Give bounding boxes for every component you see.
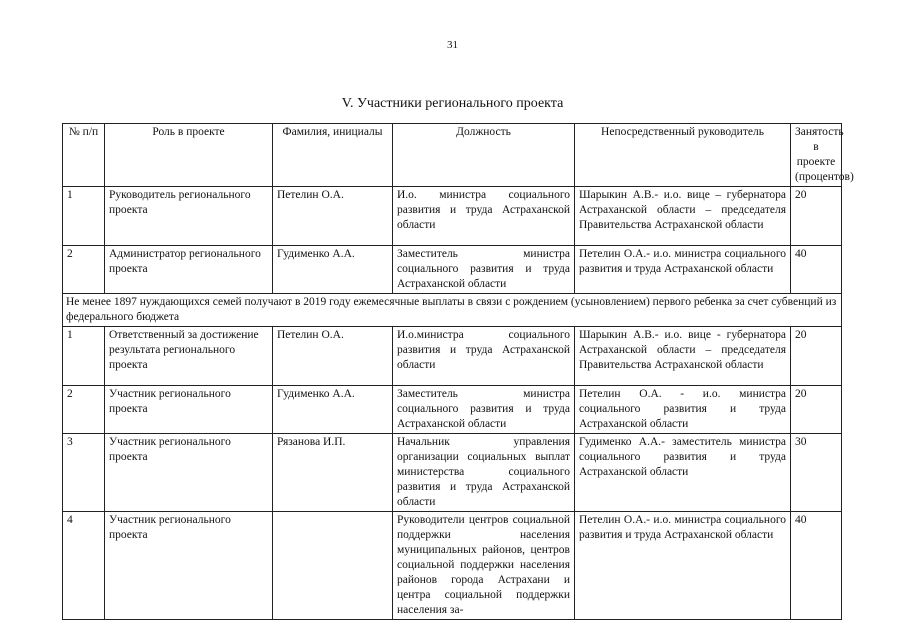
cell-load: 30 xyxy=(791,434,842,512)
cell-position: Начальник управления организации социальных выплат министерства социального развития и труда Астраханской области xyxy=(393,434,575,512)
table-header-row xyxy=(63,124,842,187)
cell-load: 20 xyxy=(791,187,842,246)
cell-position: И.о.министра социального развития и труда Астраханской области xyxy=(393,327,575,386)
cell-number: 2 xyxy=(63,386,105,434)
header-position: Должность xyxy=(393,124,575,187)
page-number: 31 xyxy=(447,39,458,51)
cell-name: Гудименко А.А. xyxy=(273,386,393,434)
table-row xyxy=(63,512,842,620)
cell-role: Руководитель регионального проекта xyxy=(105,187,273,246)
result-text: Не менее 1897 нуждающихся семей получают в 2019 году ежемесячные выплаты в связи с рождением (усыновлением) первого ребенка за счет субвенций из федерального бюджета xyxy=(63,294,842,327)
cell-role: Ответственный за достижение результата регионального проекта xyxy=(105,327,273,386)
cell-name xyxy=(273,512,393,620)
cell-manager: Петелин О.А.- и.о. министра социального развития и труда Астраханской области xyxy=(575,512,791,620)
table-row xyxy=(63,386,842,434)
cell-manager: Гудименко А.А.- заместитель министра социального развития и труда Астраханской области xyxy=(575,434,791,512)
header-role: Роль в проекте xyxy=(105,124,273,187)
header-load: Занятость в проекте (процентов) xyxy=(791,124,842,187)
cell-load: 20 xyxy=(791,327,842,386)
result-row xyxy=(63,294,842,327)
cell-position: И.о. министра социального развития и труда Астраханской области xyxy=(393,187,575,246)
section-title: V. Участники регионального проекта xyxy=(341,96,564,111)
table-row xyxy=(63,246,842,294)
cell-role: Участник регионального проекта xyxy=(105,512,273,620)
cell-load: 40 xyxy=(791,246,842,294)
table-row xyxy=(63,434,842,512)
header-name: Фамилия, инициалы xyxy=(273,124,393,187)
cell-number: 1 xyxy=(63,187,105,246)
header-number: № п/п xyxy=(63,124,105,187)
cell-manager: Петелин О.А.- и.о. министра социального развития и труда Астраханской области xyxy=(575,246,791,294)
cell-load: 40 xyxy=(791,512,842,620)
cell-role: Участник регионального проекта xyxy=(105,434,273,512)
cell-role: Администратор регионального проекта xyxy=(105,246,273,294)
cell-manager: Петелин О.А. - и.о. министра социального развития и труда Астраханской области xyxy=(575,386,791,434)
table-row xyxy=(63,327,842,386)
participants-table xyxy=(62,123,854,620)
cell-number: 3 xyxy=(63,434,105,512)
table-row xyxy=(63,187,842,246)
cell-name: Рязанова И.П. xyxy=(273,434,393,512)
cell-number: 1 xyxy=(63,327,105,386)
cell-number: 2 xyxy=(63,246,105,294)
cell-position: Заместитель министра социального развития и труда Астраханской области xyxy=(393,386,575,434)
cell-name: Гудименко А.А. xyxy=(273,246,393,294)
cell-manager: Шарыкин А.В.- и.о. вице - губернатора Астраханской области – председателя Правительства Астраханской области xyxy=(575,327,791,386)
header-manager: Непосредственный руководитель xyxy=(575,124,791,187)
cell-position: Заместитель министра социального развития и труда Астраханской области xyxy=(393,246,575,294)
cell-load: 20 xyxy=(791,386,842,434)
cell-name: Петелин О.А. xyxy=(273,187,393,246)
cell-manager: Шарыкин А.В.- и.о. вице – губернатора Астраханской области – председателя Правительства Астраханской области xyxy=(575,187,791,246)
cell-name: Петелин О.А. xyxy=(273,327,393,386)
cell-number: 4 xyxy=(63,512,105,620)
cell-position: Руководители центров социальной поддержки населения муниципальных районов, центров социальной поддержки населения районов города Астрахани и центра социальной поддержки населения за- xyxy=(393,512,575,620)
cell-role: Участник регионального проекта xyxy=(105,386,273,434)
